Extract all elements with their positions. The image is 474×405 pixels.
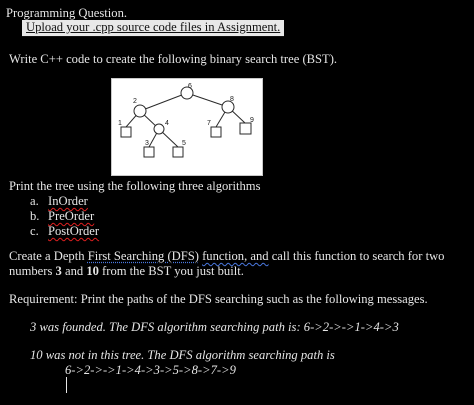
algorithm-list [30, 194, 99, 239]
node-5 [173, 147, 183, 157]
label-8: 8 [230, 96, 234, 103]
algorithm-name: InOrder [48, 194, 88, 208]
example-message-not-found-line1: 10 was not in this tree. The DFS algorithm searching path is [30, 348, 335, 362]
dfs-instruction-line1: Create a Depth First Searching (DFS) function, and call this function to search for two [9, 249, 445, 263]
node-9 [240, 123, 251, 134]
node-7 [211, 127, 221, 137]
node-2 [134, 105, 146, 117]
edge-6-2 [140, 93, 187, 111]
node-1 [121, 127, 131, 137]
list-item: a. InOrder [30, 194, 88, 208]
list-item: c. PostOrder [30, 224, 100, 238]
node-4 [154, 124, 164, 134]
text-cursor [66, 377, 67, 393]
dfs-instruction-line2: numbers 3 and 10 from the BST you just built. [9, 264, 244, 278]
requirement-text: Requirement: Print the paths of the DFS searching such as the following messages. [9, 292, 428, 306]
bst-tree-svg [112, 79, 262, 175]
list-item: b. PreOrder [30, 209, 95, 223]
label-4: 4 [165, 120, 169, 127]
task-description: Write C++ code to create the following binary search tree (BST). [9, 52, 338, 66]
bst-diagram [111, 78, 263, 176]
label-3: 3 [145, 140, 149, 147]
label-5: 5 [182, 140, 186, 147]
label-2: 2 [133, 98, 137, 105]
node-3 [144, 147, 154, 157]
question-heading: Programming Question. [6, 6, 128, 20]
example-message-not-found-line2: 6->2->->1->4->3->5->8->7->9 [65, 363, 236, 377]
label-1: 1 [118, 120, 122, 127]
print-instruction: Print the tree using the following three algorithms [9, 179, 261, 193]
label-9: 9 [250, 117, 254, 124]
example-message-found: 3 was founded. The DFS algorithm searching path is: 6->2->->1->4->3 [30, 320, 399, 334]
algorithm-name: PreOrder [48, 209, 95, 223]
label-6: 6 [188, 83, 192, 90]
algorithm-name: PostOrder [48, 224, 100, 238]
upload-instruction: Upload your .cpp source code files in Assignment. [22, 20, 284, 37]
label-7: 7 [207, 120, 211, 127]
